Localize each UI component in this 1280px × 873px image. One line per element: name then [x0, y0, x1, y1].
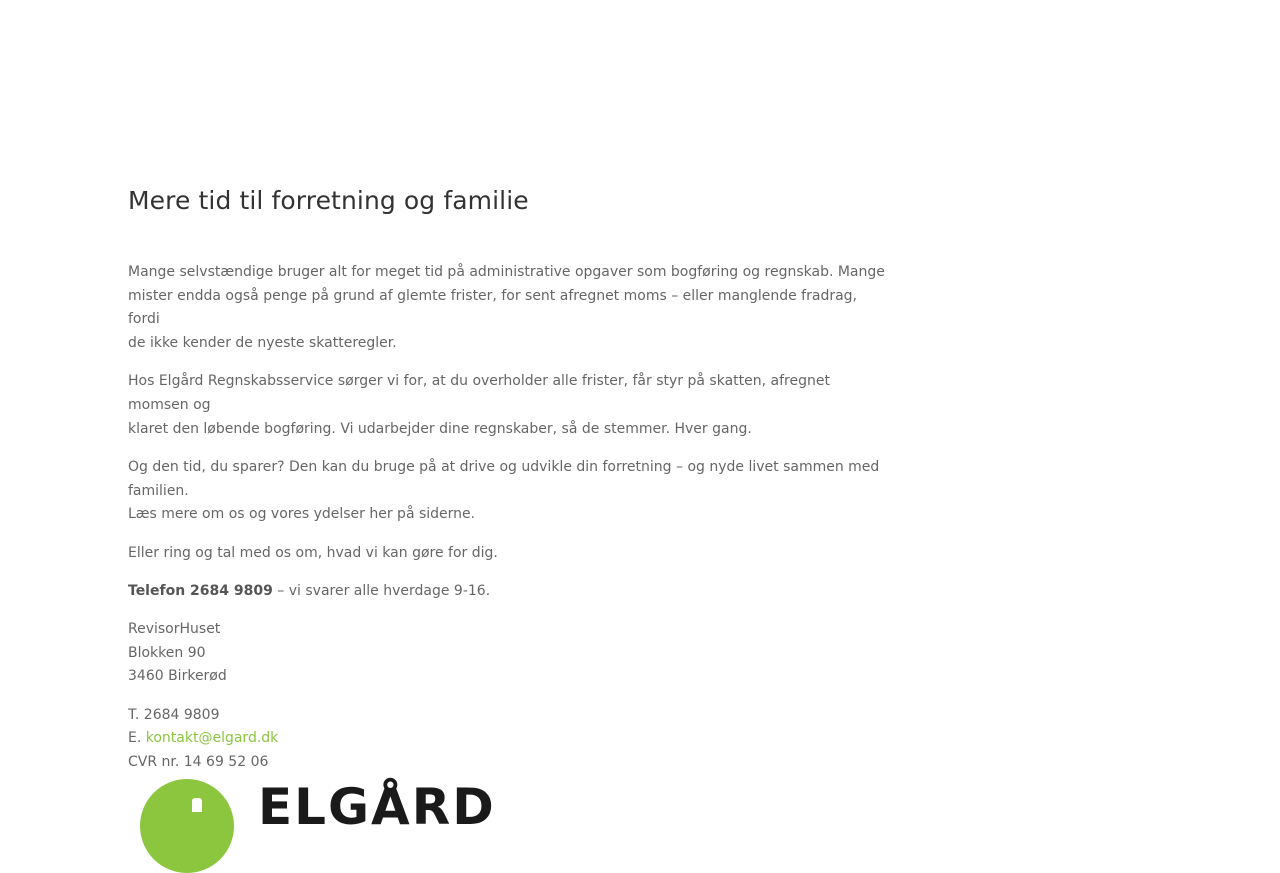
intro-p3-line: Læs mere om os og vores ydelser her på siderne.	[128, 506, 476, 523]
phone-label: Telefon 2684 9809	[128, 582, 273, 599]
intro-paragraph-2	[128, 370, 888, 441]
intro-paragraph-1	[128, 261, 888, 356]
intro-p2-line: Hos Elgård Regnskabsservice sørger vi for, at du overholder alle frister, får styr på skatten, afregnet momsen og	[128, 373, 830, 414]
contact-block	[128, 704, 888, 775]
elgard-logo-icon	[140, 779, 234, 873]
logo-wordmark: ELGÅRD	[258, 778, 496, 836]
address-street: Blokken 90	[128, 644, 206, 661]
intro-p3-line: familien.	[128, 482, 189, 499]
body-text	[128, 261, 888, 789]
intro-p1-line: Mange selvstændige bruger alt for meget tid på administrative opgaver som bogføring og regnskab. Mange	[128, 264, 885, 280]
intro-p2-line: klaret den løbende bogføring. Vi udarbejder dine regnskaber, så de stemmer. Hver gang.	[128, 420, 752, 437]
contact-phone: T. 2684 9809	[128, 706, 220, 723]
intro-p1-line: de ikke kender de nyeste skatteregler.	[128, 335, 397, 352]
phone-hours: – vi svarer alle hverdage 9-16.	[272, 582, 491, 599]
intro-paragraph-4: Eller ring og tal med os om, hvad vi kan gøre for dig.	[128, 544, 498, 561]
address-name: RevisorHuset	[128, 620, 221, 637]
address-city: 3460 Birkerød	[128, 668, 227, 685]
elgard-logo	[130, 768, 500, 836]
address-block	[128, 618, 888, 689]
logo-mark	[192, 798, 202, 812]
intro-p3-line: Og den tid, du sparer? Den kan du bruge på at drive og udvikle din forretning – og nyde livet sammen med	[128, 458, 880, 475]
intro-p1-line: mister endda også penge på grund af glemte frister, for sent afregnet moms – eller manglende fradrag, fordi	[128, 287, 857, 328]
phone-paragraph	[128, 580, 888, 604]
email-prefix: E.	[128, 730, 146, 747]
contact-email-line	[128, 727, 888, 751]
intro-paragraph-3	[128, 456, 888, 527]
email-link[interactable]: kontakt@elgard.dk	[145, 730, 279, 747]
page-title: Mere tid til forretning og familie	[128, 186, 529, 215]
contact-cvr: CVR nr. 14 69 52 06	[128, 753, 269, 770]
